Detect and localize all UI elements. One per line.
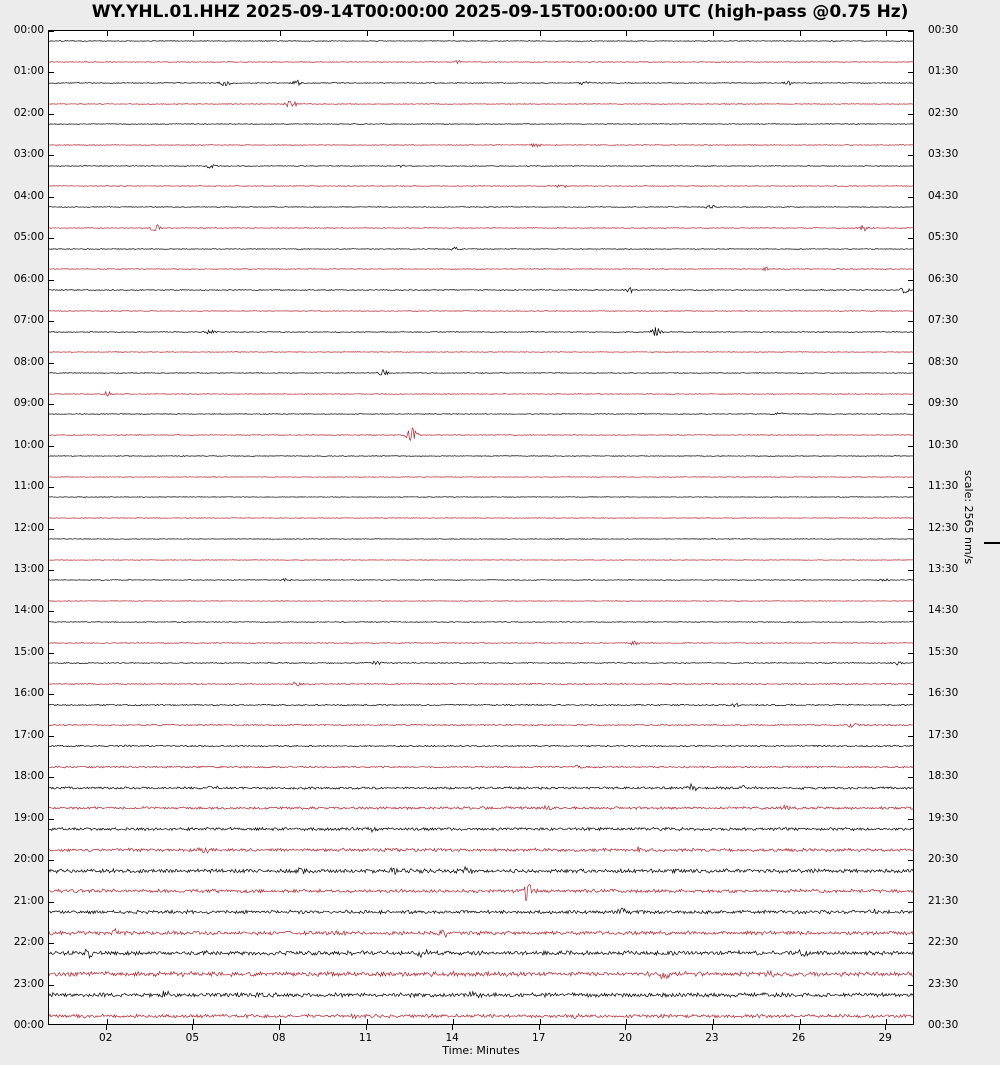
y-tick-label-left: 01:00 — [13, 65, 44, 78]
y-tick-label-right: 03:30 — [928, 148, 959, 161]
y-tick — [908, 902, 913, 903]
x-tick — [713, 1019, 714, 1024]
y-tick-label-left: 07:00 — [13, 314, 44, 327]
y-tick-label-right: 06:30 — [928, 272, 959, 285]
y-tick — [49, 404, 54, 405]
y-tick — [49, 72, 54, 73]
y-tick-label-left: 20:00 — [13, 853, 44, 866]
y-tick — [908, 985, 913, 986]
y-tick-label-right: 13:30 — [928, 562, 959, 575]
y-tick-label-left: 14:00 — [13, 604, 44, 617]
x-tick-label: 11 — [358, 1032, 373, 1044]
x-tick — [540, 1019, 541, 1024]
y-tick — [908, 155, 913, 156]
y-tick — [908, 943, 913, 944]
x-tick — [453, 31, 454, 36]
x-tick-label: 29 — [878, 1032, 892, 1044]
y-tick — [908, 529, 913, 530]
y-tick-label-right: 07:30 — [928, 314, 959, 327]
y-tick — [908, 860, 913, 861]
x-tick — [193, 1019, 194, 1024]
x-tick — [712, 1025, 713, 1030]
y-tick-label-left: 16:00 — [13, 687, 44, 700]
x-tick — [800, 1019, 801, 1024]
y-tick — [908, 570, 913, 571]
y-tick-label-right: 00:30 — [928, 1019, 959, 1031]
y-tick-label-right: 01:30 — [928, 65, 959, 78]
page-title: WY.YHL.01.HHZ 2025-09-14T00:00:00 2025-09-15T00:00:00 UTC (high-pass @0.75 Hz) — [91, 2, 909, 22]
x-tick — [107, 1019, 108, 1024]
y-tick — [49, 736, 54, 737]
x-tick — [886, 31, 887, 36]
y-tick — [49, 321, 54, 322]
y-tick-label-right: 20:30 — [928, 853, 959, 866]
y-tick-label-right: 05:30 — [928, 231, 959, 244]
x-tick — [192, 1025, 193, 1030]
x-tick-label: 05 — [185, 1032, 200, 1044]
x-tick — [625, 1025, 626, 1030]
y-tick — [908, 363, 913, 364]
y-tick-label-right: 10:30 — [928, 438, 959, 451]
y-tick-label-right: 22:30 — [928, 936, 959, 949]
x-tick — [280, 1019, 281, 1024]
y-tick — [49, 155, 54, 156]
y-tick-label-left: 10:00 — [13, 438, 44, 451]
y-tick — [908, 197, 913, 198]
y-tick — [49, 694, 54, 695]
y-tick-label-right: 12:30 — [928, 521, 959, 534]
y-tick — [908, 238, 913, 239]
y-tick — [49, 570, 54, 571]
y-tick-label-right: 19:30 — [928, 811, 959, 824]
y-tick — [49, 197, 54, 198]
y-tick — [49, 31, 54, 32]
y-tick — [908, 72, 913, 73]
x-tick — [452, 1025, 453, 1030]
y-tick — [49, 611, 54, 612]
y-tick-label-left: 19:00 — [13, 811, 44, 824]
y-tick-label-right: 21:30 — [928, 894, 959, 907]
y-tick-label-left: 11:00 — [13, 480, 44, 493]
y-tick — [908, 777, 913, 778]
y-tick — [908, 114, 913, 115]
y-tick-label-right: 23:30 — [928, 977, 959, 990]
x-tick-label: 17 — [532, 1032, 546, 1044]
y-tick — [908, 819, 913, 820]
y-tick-label-right: 16:30 — [928, 687, 959, 700]
x-tick — [713, 31, 714, 36]
y-tick-label-left: 00:00 — [13, 24, 44, 36]
x-tick-label: 20 — [618, 1032, 633, 1044]
y-tick-label-right: 14:30 — [928, 604, 959, 617]
y-tick — [49, 653, 54, 654]
y-tick — [908, 404, 913, 405]
seismic-trace — [49, 1004, 913, 1025]
x-tick — [280, 31, 281, 36]
y-tick — [49, 985, 54, 986]
x-axis-title: Time: Minutes — [442, 1044, 520, 1057]
y-tick — [908, 653, 913, 654]
y-tick — [908, 446, 913, 447]
y-tick-label-left: 18:00 — [13, 770, 44, 783]
y-tick — [49, 487, 54, 488]
y-tick-label-right: 09:30 — [928, 397, 959, 410]
y-tick — [908, 487, 913, 488]
y-tick-label-left: 17:00 — [13, 728, 44, 741]
scale-label: scale: 2565 nm/s — [962, 470, 975, 565]
x-tick — [540, 31, 541, 36]
y-tick — [49, 777, 54, 778]
y-tick — [49, 902, 54, 903]
x-tick — [366, 1025, 367, 1030]
y-tick-label-left: 04:00 — [13, 189, 44, 202]
x-tick — [106, 1025, 107, 1030]
y-tick-label-right: 15:30 — [928, 645, 959, 658]
y-tick-label-left: 05:00 — [13, 231, 44, 244]
y-tick-label-left: 12:00 — [13, 521, 44, 534]
y-tick-label-left: 15:00 — [13, 645, 44, 658]
y-tick-label-left: 09:00 — [13, 397, 44, 410]
y-tick-label-left: 22:00 — [13, 936, 44, 949]
x-tick — [107, 31, 108, 36]
y-tick — [908, 321, 913, 322]
y-tick — [49, 860, 54, 861]
y-tick-label-left: 06:00 — [13, 272, 44, 285]
y-tick-label-right: 17:30 — [928, 728, 959, 741]
x-tick-label: 23 — [705, 1032, 719, 1044]
scale-indicator — [962, 470, 998, 600]
y-tick-label-right: 00:30 — [928, 24, 959, 36]
x-tick — [886, 1019, 887, 1024]
y-axis-left-labels — [0, 24, 44, 1031]
y-tick — [49, 529, 54, 530]
x-tick — [800, 31, 801, 36]
y-tick — [908, 611, 913, 612]
y-tick — [49, 238, 54, 239]
y-tick — [908, 31, 913, 32]
x-tick — [367, 31, 368, 36]
y-tick — [908, 694, 913, 695]
y-tick-label-left: 03:00 — [13, 148, 44, 161]
x-tick — [193, 31, 194, 36]
x-tick-label: 08 — [272, 1032, 286, 1044]
y-tick-label-right: 18:30 — [928, 770, 959, 783]
x-tick-label: 26 — [791, 1032, 806, 1044]
y-tick — [49, 363, 54, 364]
x-tick — [885, 1025, 886, 1030]
y-tick-label-left: 13:00 — [13, 562, 44, 575]
y-tick — [908, 736, 913, 737]
x-tick-label: 14 — [445, 1032, 459, 1044]
x-tick — [539, 1025, 540, 1030]
y-tick — [49, 280, 54, 281]
x-tick — [626, 1019, 627, 1024]
y-tick-label-right: 04:30 — [928, 189, 959, 202]
x-tick — [279, 1025, 280, 1030]
helicorder-plot-area — [48, 30, 914, 1025]
x-tick-label: 02 — [99, 1032, 113, 1044]
y-tick — [49, 819, 54, 820]
y-tick-label-left: 00:00 — [13, 1019, 44, 1031]
y-tick-label-left: 23:00 — [13, 977, 44, 990]
y-tick — [49, 114, 54, 115]
x-tick — [367, 1019, 368, 1024]
y-tick-label-right: 08:30 — [928, 355, 959, 368]
y-tick-label-left: 08:00 — [13, 355, 44, 368]
y-tick-label-left: 02:00 — [13, 106, 44, 119]
x-tick — [453, 1019, 454, 1024]
y-tick — [49, 943, 54, 944]
x-tick — [799, 1025, 800, 1030]
x-tick — [626, 31, 627, 36]
y-tick-label-left: 21:00 — [13, 894, 44, 907]
y-tick — [49, 446, 54, 447]
y-tick — [908, 280, 913, 281]
y-tick-label-right: 02:30 — [928, 106, 959, 119]
scale-bar — [984, 542, 1000, 544]
y-tick-label-right: 11:30 — [928, 480, 959, 493]
